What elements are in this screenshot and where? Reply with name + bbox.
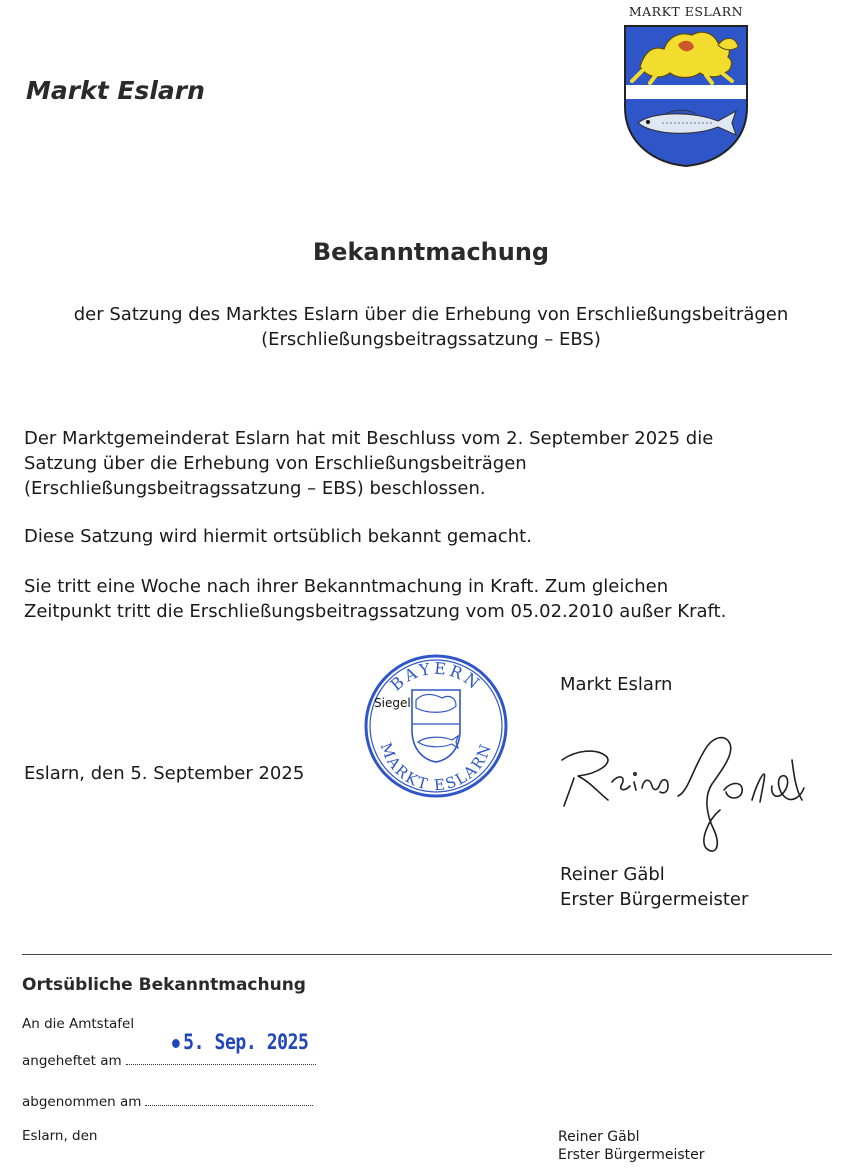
coat-of-arms-shield-icon	[622, 23, 750, 169]
footer-signer-title: Erster Bürgermeister	[558, 1147, 705, 1163]
section-divider	[22, 954, 832, 955]
posted-stamp-text: 5. Sep. 2025	[183, 1030, 309, 1054]
paragraph-line: Sie tritt eine Woche nach ihrer Bekanntmachung in Kraft. Zum gleichen	[24, 576, 669, 597]
footer-signer-block	[558, 1128, 705, 1164]
removed-row	[22, 1094, 313, 1110]
seal-stamp-icon	[362, 652, 510, 800]
seal-text-bottom: MARKT ESLARN	[376, 740, 496, 795]
footer-title: Ortsübliche Bekanntmachung	[22, 975, 306, 995]
paragraph-resolution	[24, 426, 824, 501]
paragraph-line: (Erschließungsbeitragssatzung – EBS) beschlossen.	[24, 478, 486, 499]
paragraph-announcement: Diese Satzung wird hiermit ortsüblich bekannt gemacht.	[24, 526, 532, 547]
posted-date-stamp	[172, 1030, 308, 1054]
board-label: An die Amtstafel	[22, 1016, 135, 1032]
subtitle-line-2: (Erschließungsbeitragssatzung – EBS)	[261, 329, 601, 350]
signature-icon	[556, 730, 826, 860]
handwritten-signature	[556, 730, 826, 860]
seal-label: Siegel	[374, 696, 411, 710]
document-subtitle	[0, 302, 842, 352]
coat-of-arms-label: MARKT ESLARN	[628, 4, 744, 19]
signer-block	[560, 862, 748, 912]
paragraph-line: Der Marktgemeinderat Eslarn hat mit Beschluss vom 2. September 2025 die	[24, 428, 714, 449]
footer-place-label: Eslarn, den	[22, 1128, 98, 1144]
subtitle-line-1: der Satzung des Marktes Eslarn über die Erhebung von Erschließungsbeiträgen	[73, 304, 789, 325]
municipality-title: Markt Eslarn	[26, 76, 205, 105]
posted-dotted-line	[126, 1063, 316, 1065]
paragraph-effective-date	[24, 574, 824, 624]
stamp-dot-icon	[172, 1039, 180, 1048]
place-and-date: Eslarn, den 5. September 2025	[24, 763, 305, 784]
issuer-name: Markt Eslarn	[560, 674, 673, 695]
svg-text:MARKT ESLARN	[377, 740, 496, 794]
coat-of-arms	[618, 4, 754, 176]
signer-title: Erster Bürgermeister	[560, 889, 749, 910]
footer-signer-name: Reiner Gäbl	[558, 1129, 640, 1145]
paragraph-line: Satzung über die Erhebung von Erschließungsbeiträgen	[24, 453, 527, 474]
removed-label: abgenommen am	[22, 1094, 142, 1110]
paragraph-line: Zeitpunkt tritt die Erschließungsbeitragssatzung vom 05.02.2010 außer Kraft.	[24, 601, 727, 622]
removed-dotted-line	[145, 1104, 313, 1106]
official-seal	[362, 652, 510, 800]
signer-name: Reiner Gäbl	[560, 864, 665, 885]
document-heading: Bekanntmachung	[312, 238, 550, 266]
posted-label: angeheftet am	[22, 1053, 122, 1069]
seal-text-top: BAYERN	[386, 658, 486, 695]
posted-row	[22, 1053, 316, 1069]
